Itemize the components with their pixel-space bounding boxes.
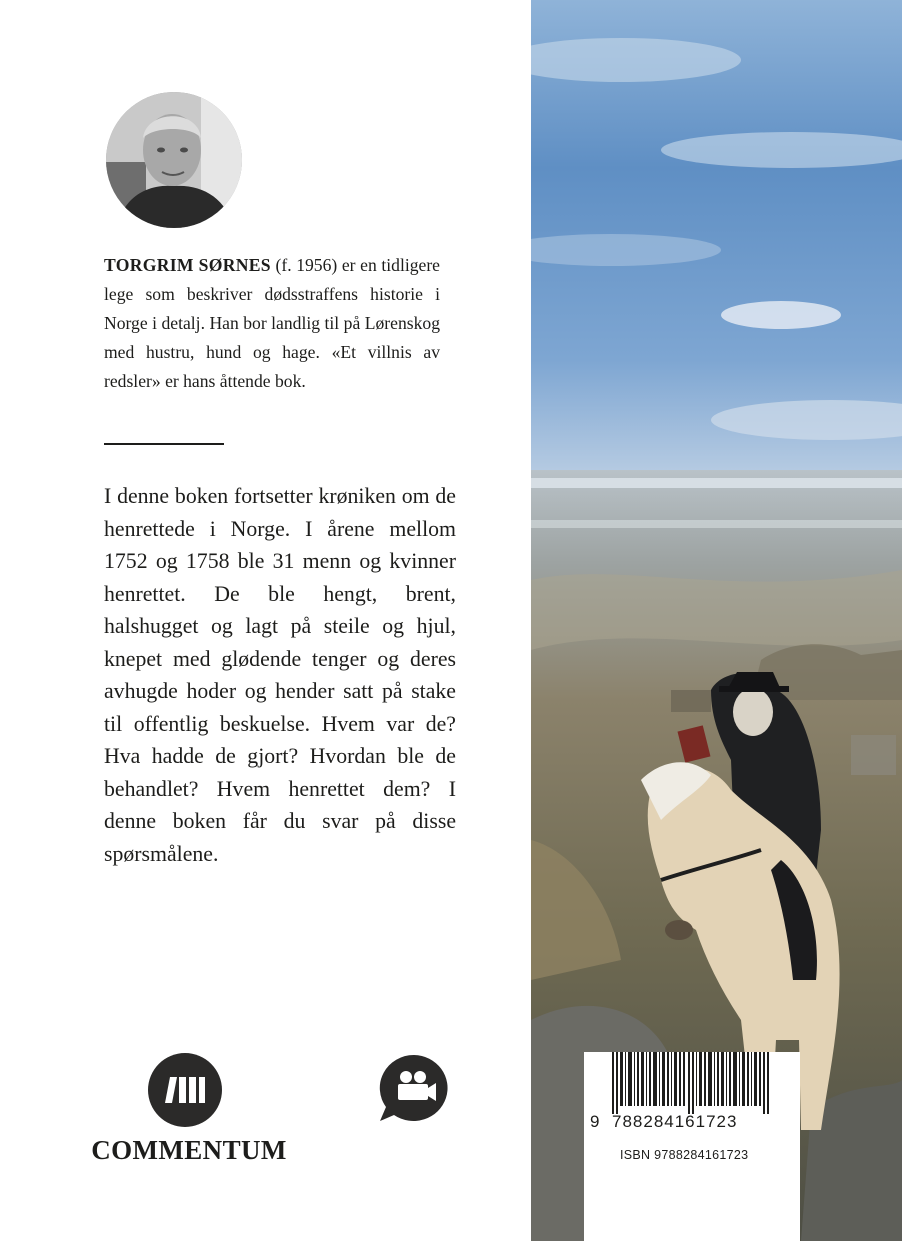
barcode-number: 788284161723 xyxy=(612,1112,738,1131)
author-bio xyxy=(104,251,440,396)
barcode-box xyxy=(584,1052,800,1241)
book-blurb: I denne boken fortsetter krøniken om de henrettede i Norge. I årene mellom 1752 og 1758 ble 31 menn og kvinner henrettet. De ble hengt, brent, halshugget og lagt på steile og hjul, knepet med glødende tenger og deres avhugde hoder og hender satt på stake til offentlig beskuelse. Hvem var de? Hva hadde de gjort? Hvordan ble de behandlet? Hvem henrettet dem? I denne boken får du svar på disse spørsmålene. xyxy=(104,484,456,866)
section-divider xyxy=(104,443,224,445)
isbn-label: ISBN 9788284161723 xyxy=(620,1148,749,1162)
bookshelf-icon xyxy=(148,1053,222,1127)
author-photo xyxy=(106,92,242,228)
barcode-first-digit: 9 xyxy=(590,1112,601,1131)
publisher-name: COMMENTUM xyxy=(91,1135,287,1165)
author-name: TORGRIM SØRNES xyxy=(104,255,271,275)
author-bio-text: (f. 1956) er en tidligere lege som beskriver dødsstraffens historie i Norge i detalj. Han bor landlig til på Lørenskog med hustru, hund og hage. «Et villnis av redsler» er hans åttende bok. xyxy=(104,255,440,391)
video-camera-speech-bubble-icon xyxy=(378,1053,450,1128)
barcode-bars xyxy=(584,1052,800,1114)
